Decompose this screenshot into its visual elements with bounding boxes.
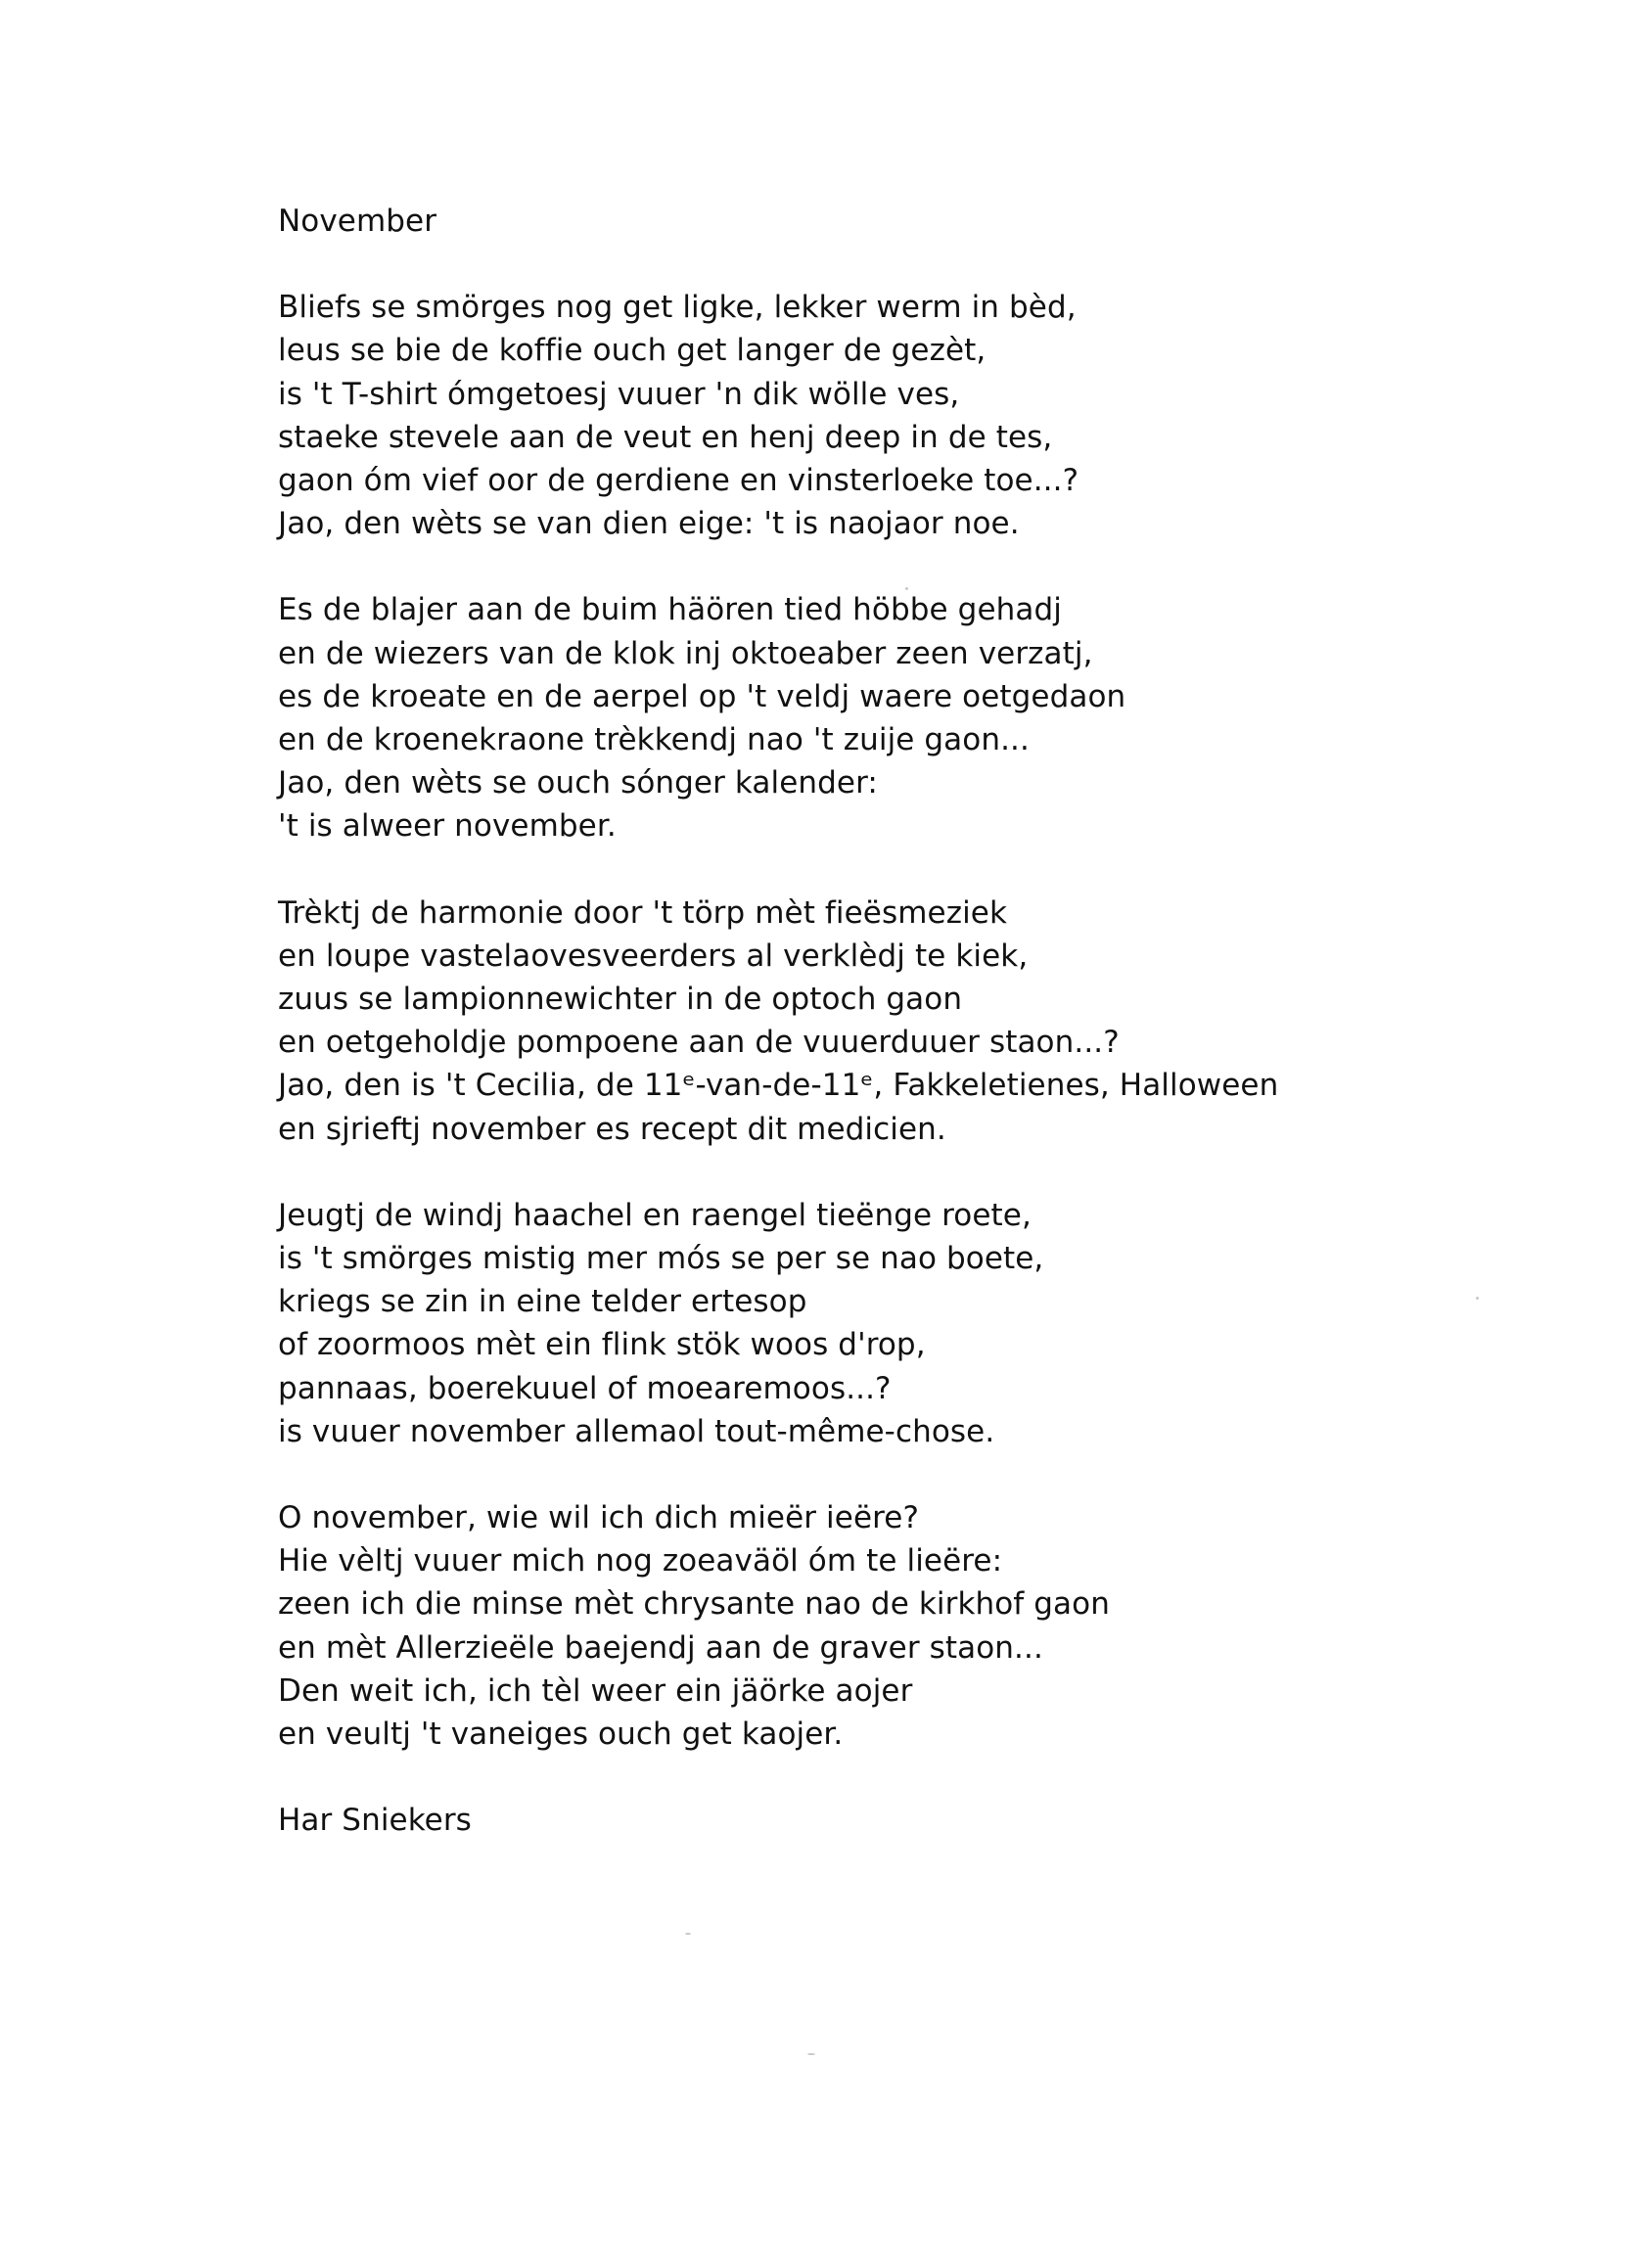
poem-line: 't is alweer november. <box>278 808 617 845</box>
poem-line: pannaas, boerekuuel of moearemoos...? <box>278 1370 892 1406</box>
poem-line: en de wiezers van de klok inj oktoeaber zeen verzatj, <box>278 635 1093 671</box>
poem-line: Jao, den is 't Cecilia, de 11ᵉ-van-de-11ᵉ, Fakkeletienes, Halloween <box>278 1068 1279 1104</box>
poem-title: November <box>278 204 437 239</box>
poem-line: is vuuer november allemaol tout-même-chose. <box>278 1413 995 1449</box>
poem-line: Bliefs se smörges nog get ligke, lekker werm in bèd, <box>278 290 1077 326</box>
poem-line: of zoormoos mèt ein flink stök woos d'rop, <box>278 1327 926 1363</box>
poem-line: is 't smörges mistig mer mós se per se nao boete, <box>278 1241 1044 1277</box>
poem-line: gaon óm vief oor de gerdiene en vinsterloeke toe...? <box>278 463 1079 499</box>
stanza-5 <box>278 1496 1550 1756</box>
poem-line: en sjrieftj november es recept dit medicien. <box>278 1111 946 1147</box>
poem-line: leus se bie de koffie ouch get langer de gezèt, <box>278 333 987 369</box>
poem-line: en veultj 't vaneiges ouch get kaojer. <box>278 1717 844 1753</box>
poem-line: es de kroeate en de aerpel op 't veldj waere oetgedaon <box>278 678 1126 714</box>
poem-line: Jao, den wèts se van dien eige: 't is naojaor noe. <box>278 506 1020 542</box>
scan-speck <box>685 1933 691 1935</box>
poem-line: Jao, den wèts se ouch sónger kalender: <box>278 765 878 801</box>
poem-line: zeen ich die minse mèt chrysante nao de kirkhof gaon <box>278 1586 1110 1623</box>
poem-line: Hie vèltj vuuer mich nog zoeaväöl óm te lieëre: <box>278 1543 1003 1579</box>
poem-author: Har Sniekers <box>278 1803 472 1839</box>
poem-line: en de kroenekraone trèkkendj nao 't zuije gaon... <box>278 722 1030 758</box>
poem-line: Den weit ich, ich tèl weer ein jäörke aojer <box>278 1672 913 1709</box>
poem-line: Trèktj de harmonie door 't törp mèt fieësmeziek <box>278 894 1008 931</box>
poem-line: en mèt Allerzieële baejendj aan de graver staon... <box>278 1629 1043 1666</box>
scan-speck <box>807 2053 815 2055</box>
poem-line: zuus se lampionnewichter in de optoch gaon <box>278 982 963 1018</box>
poem-line: O november, wie wil ich dich mieër ieëre? <box>278 1500 920 1536</box>
poem-line: Jeugtj de windj haachel en raengel tieënge roete, <box>278 1197 1032 1233</box>
stanza-3 <box>278 892 1550 1151</box>
stanza-4 <box>278 1194 1550 1453</box>
poem-line: en loupe vastelaovesveerders al verklèdj te kiek, <box>278 938 1029 974</box>
poem-line: is 't T-shirt ómgetoesj vuuer 'n dik wölle ves, <box>278 376 960 412</box>
poem-line: en oetgeholdje pompoene aan de vuuerduuer staon...? <box>278 1025 1120 1061</box>
poem-line: Es de blajer aan de buim häören tied höbbe gehadj <box>278 592 1062 628</box>
stanza-1 <box>278 286 1550 545</box>
stanza-2 <box>278 588 1550 847</box>
poem-line: staeke stevele aan de veut en henj deep in de tes, <box>278 419 1053 455</box>
poem-line: kriegs se zin in eine telder ertesop <box>278 1284 807 1320</box>
poem <box>278 200 1550 1843</box>
